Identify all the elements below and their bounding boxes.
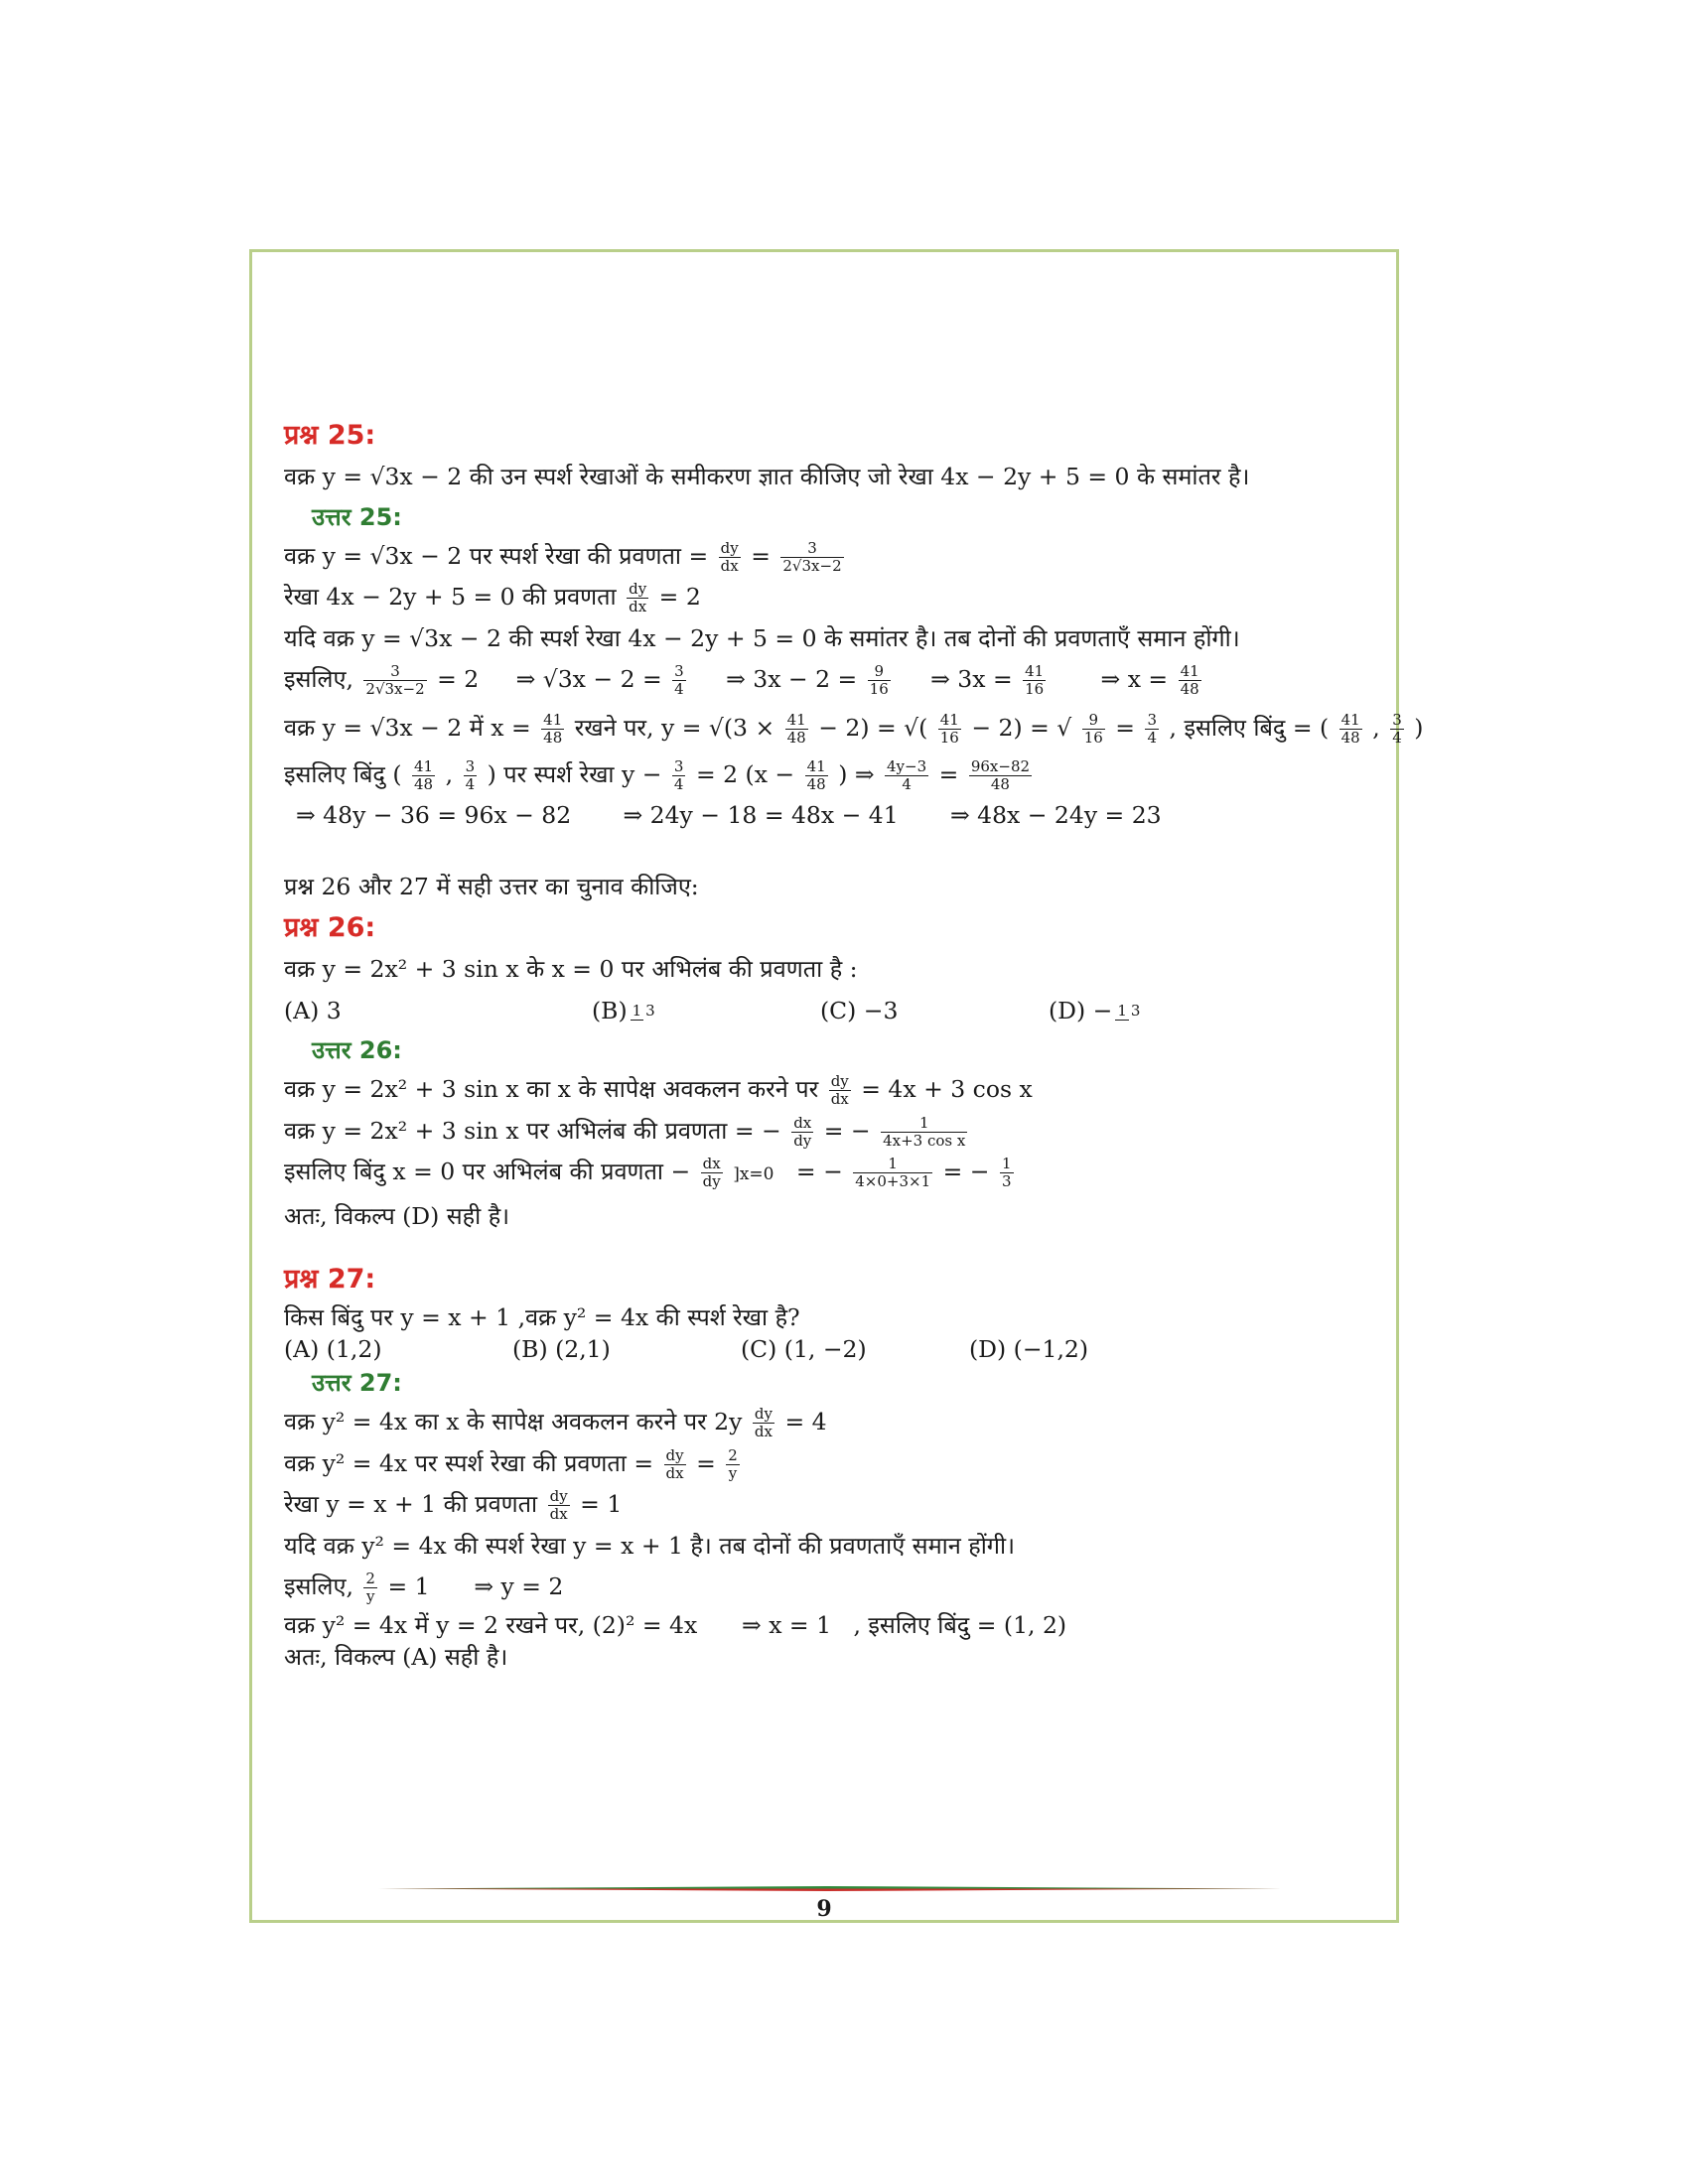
text-span: = bbox=[938, 759, 959, 788]
text-span: ⇒ √3x − 2 = bbox=[515, 665, 662, 693]
text-span: − 2) = √ bbox=[971, 713, 1072, 742]
option-b bbox=[592, 991, 820, 1032]
denominator: y bbox=[728, 1463, 738, 1482]
numerator: 1 bbox=[1117, 1002, 1127, 1020]
numerator: 1 bbox=[632, 1002, 642, 1020]
numerator: 1 bbox=[1001, 1155, 1012, 1172]
denominator: 16 bbox=[1025, 680, 1045, 698]
denominator: dx bbox=[549, 1505, 568, 1523]
fraction bbox=[938, 712, 961, 747]
text-span: इसलिए बिंदु ( bbox=[284, 759, 402, 788]
answer-26-line-3 bbox=[284, 1152, 1376, 1196]
fraction bbox=[631, 1003, 657, 1021]
denominator: dx bbox=[629, 598, 647, 615]
text-span: ⇒ 3x − 2 = bbox=[726, 665, 858, 693]
fraction bbox=[548, 1488, 570, 1523]
numerator: dy bbox=[549, 1487, 568, 1505]
page-content bbox=[284, 415, 1424, 1672]
text-span: वक्र y = 2x² + 3 sin x का x के सापेक्ष अवकलन करने पर bbox=[284, 1075, 819, 1103]
fraction bbox=[885, 758, 928, 793]
fraction bbox=[1390, 712, 1404, 747]
text-span: वक्र y² = 4x पर स्पर्श रेखा की प्रवणता = bbox=[284, 1448, 654, 1477]
text-span: वक्र y = √3x − 2 में x = bbox=[284, 713, 531, 742]
numerator: 3 bbox=[780, 540, 843, 558]
denominator: 16 bbox=[939, 728, 959, 747]
denominator: dy bbox=[793, 1131, 812, 1150]
numerator: 1 bbox=[853, 1156, 932, 1173]
denominator: 4 bbox=[465, 774, 476, 793]
denominator: y bbox=[365, 1587, 375, 1605]
question-27-text: किस बिंदु पर y = x + 1 ,वक्र y² = 4x की स्पर्श रेखा है? bbox=[284, 1303, 800, 1331]
denominator: 48 bbox=[543, 728, 563, 747]
option-d bbox=[1049, 991, 1145, 1032]
denominator: 2√3x−2 bbox=[365, 680, 425, 698]
spacer bbox=[284, 837, 1376, 859]
answer-26-conclusion: अतः, विकल्प (D) सही है। bbox=[284, 1201, 510, 1230]
denominator: dx bbox=[720, 556, 739, 575]
numerator: dy bbox=[754, 1405, 773, 1423]
fraction bbox=[868, 663, 891, 698]
numerator: 2 bbox=[728, 1445, 738, 1464]
text-span: ) bbox=[1414, 713, 1424, 742]
fraction bbox=[1339, 712, 1362, 747]
text-span: = 2 bbox=[658, 583, 701, 611]
spacer bbox=[284, 1237, 1376, 1259]
fraction bbox=[829, 1073, 851, 1108]
text-span: = − bbox=[823, 1116, 871, 1145]
denominator: dx bbox=[754, 1423, 773, 1440]
numerator: 41 bbox=[543, 710, 563, 729]
text-span: वक्र y = 2x² + 3 sin x पर अभिलंब की प्रवणता = − bbox=[284, 1116, 781, 1145]
numerator: dy bbox=[629, 580, 647, 598]
answer-25-line-5 bbox=[284, 701, 1424, 754]
question-26-options bbox=[284, 991, 1376, 1032]
fraction bbox=[719, 540, 741, 575]
numerator: 3 bbox=[1147, 710, 1158, 729]
answer-25-line-2 bbox=[284, 577, 1376, 618]
text-span: = − bbox=[942, 1158, 990, 1185]
denominator: 3 bbox=[1001, 1172, 1012, 1190]
fraction bbox=[541, 712, 564, 747]
denominator: 48 bbox=[990, 774, 1010, 793]
fraction bbox=[701, 1156, 723, 1190]
answer-25-heading: उत्तर 25: bbox=[312, 502, 402, 531]
fraction bbox=[672, 663, 686, 698]
denominator: 4 bbox=[1147, 728, 1158, 747]
question-26-heading: प्रश्न 26: bbox=[284, 912, 376, 943]
fraction bbox=[464, 758, 478, 793]
numerator: 9 bbox=[868, 663, 891, 681]
text-span: वक्र y = √3x − 2 पर स्पर्श रेखा की प्रवणता = bbox=[284, 541, 709, 570]
numerator: 3 bbox=[673, 756, 684, 775]
fraction bbox=[1115, 1003, 1142, 1021]
numerator: 96x−82 bbox=[970, 756, 1031, 775]
text-span: − 2) = √( bbox=[818, 713, 928, 742]
text-span: , bbox=[1372, 713, 1380, 742]
question-27-heading: प्रश्न 27: bbox=[284, 1264, 376, 1295]
text-span: (D) − bbox=[1049, 996, 1113, 1024]
text-span: रखने पर, y = √(3 × bbox=[574, 713, 775, 742]
text-span: इसलिए बिंदु x = 0 पर अभिलंब की प्रवणता − bbox=[284, 1158, 691, 1185]
answer-27-line-6: वक्र y² = 4x में y = 2 रखने पर, (2)² = 4x ⇒ x = 1 , इसलिए बिंदु = (1, 2) bbox=[284, 1610, 1067, 1639]
fraction bbox=[753, 1406, 774, 1440]
fraction bbox=[627, 581, 648, 615]
fraction bbox=[1082, 712, 1105, 747]
numerator: dy bbox=[830, 1072, 849, 1090]
numerator: 41 bbox=[786, 710, 806, 729]
numerator: 3 bbox=[674, 662, 684, 680]
answer-27-line-4: यदि वक्र y² = 4x की स्पर्श रेखा y = x + 1 है। तब दोनों की प्रवणताएँ समान होंगी। bbox=[284, 1531, 1016, 1560]
answer-27-line-2 bbox=[284, 1443, 1376, 1485]
fraction bbox=[805, 758, 828, 793]
numerator: dx bbox=[701, 1156, 723, 1173]
fraction bbox=[672, 758, 686, 793]
answer-27-heading: उत्तर 27: bbox=[312, 1369, 402, 1397]
fraction bbox=[1000, 1156, 1014, 1190]
answer-26-line-2 bbox=[284, 1111, 1376, 1153]
text-span: ⇒ x = bbox=[1100, 665, 1169, 693]
answer-25-line-1 bbox=[284, 536, 1376, 578]
fraction bbox=[969, 758, 1032, 793]
text-span: = 4x + 3 cos x bbox=[861, 1075, 1033, 1103]
question-25-text: वक्र y = √3x − 2 की उन स्पर्श रेखाओं के समीकरण ज्ञात कीजिए जो रेखा 4x − 2y + 5 = 0 के समांतर है। bbox=[284, 463, 1250, 490]
numerator: 41 bbox=[1025, 662, 1045, 680]
denominator: 48 bbox=[1180, 680, 1199, 698]
text-span: , इसलिए बिंदु = ( bbox=[1169, 713, 1330, 742]
denominator: 4 bbox=[1392, 728, 1402, 747]
answer-27-conclusion: अतः, विकल्प (A) सही है। bbox=[284, 1642, 508, 1671]
text-span: = 1 bbox=[580, 1490, 623, 1518]
denominator: 48 bbox=[1340, 728, 1360, 747]
text-span: , bbox=[445, 759, 454, 788]
option-a: (A) 3 bbox=[284, 996, 342, 1024]
text-span: वक्र y² = 4x का x के सापेक्ष अवकलन करने पर 2y bbox=[284, 1408, 743, 1435]
fraction bbox=[853, 1156, 932, 1190]
fraction bbox=[363, 663, 426, 698]
text-span: (B) bbox=[592, 996, 628, 1024]
page-number: 9 bbox=[816, 1896, 832, 1922]
answer-26-line-1 bbox=[284, 1069, 1376, 1111]
text-span: इसलिए, bbox=[284, 665, 353, 693]
numerator: 3 bbox=[363, 663, 426, 681]
numerator: 41 bbox=[1180, 662, 1199, 680]
numerator: 41 bbox=[1340, 710, 1360, 729]
numerator: 4y−3 bbox=[887, 756, 927, 775]
denominator: 4×0+3×1 bbox=[855, 1172, 931, 1190]
numerator: 41 bbox=[806, 756, 826, 775]
numerator: 2 bbox=[365, 1570, 375, 1587]
denominator: 4x+3 cos x bbox=[883, 1131, 966, 1150]
answer-25-line-6 bbox=[284, 754, 1376, 796]
denominator: 4 bbox=[673, 774, 684, 793]
question-26-text: वक्र y = 2x² + 3 sin x के x = 0 पर अभिलंब की प्रवणता है : bbox=[284, 955, 858, 983]
numerator: dy bbox=[720, 538, 739, 557]
option-a: (A) (1,2) bbox=[284, 1335, 382, 1363]
text-span: = 1 ⇒ y = 2 bbox=[387, 1572, 564, 1600]
numerator: 3 bbox=[465, 756, 476, 775]
denominator: 16 bbox=[1083, 728, 1103, 747]
answer-27-line-5 bbox=[284, 1567, 1376, 1608]
text-span: = − bbox=[795, 1158, 843, 1185]
numerator: 9 bbox=[1082, 712, 1105, 730]
numerator: 3 bbox=[1392, 710, 1402, 729]
text-span: इसलिए, bbox=[284, 1572, 353, 1600]
denominator: dx bbox=[830, 1090, 849, 1108]
text-span: रेखा y = x + 1 की प्रवणता bbox=[284, 1490, 538, 1518]
text-span: ) पर स्पर्श रेखा y − bbox=[487, 759, 662, 788]
denominator: 16 bbox=[869, 680, 889, 698]
text-span: = bbox=[751, 541, 771, 570]
fraction bbox=[664, 1447, 686, 1482]
answer-25-line-7: ⇒ 48y − 36 = 96x − 82 ⇒ 24y − 18 = 48x − 41 ⇒ 48x − 24y = 23 bbox=[296, 801, 1162, 829]
text-span: = 4 bbox=[784, 1408, 827, 1435]
text-span: ]x=0 bbox=[733, 1164, 774, 1184]
text-span: = bbox=[696, 1448, 716, 1477]
denominator: 2√3x−2 bbox=[782, 556, 842, 575]
question-27-options bbox=[284, 1334, 1376, 1364]
answer-25-line-3: यदि वक्र y = √3x − 2 की स्पर्श रेखा 4x − 2y + 5 = 0 के समांतर है। तब दोनों की प्रवणताएँ समान होंगी। bbox=[284, 623, 1240, 652]
fraction bbox=[1023, 663, 1046, 698]
question-25-heading: प्रश्न 25: bbox=[284, 420, 376, 451]
text-span: रेखा 4x − 2y + 5 = 0 की प्रवणता bbox=[284, 583, 617, 611]
denominator: dy bbox=[702, 1172, 721, 1190]
instruction-text: प्रश्न 26 और 27 में सही उत्तर का चुनाव कीजिए: bbox=[284, 872, 699, 900]
denominator: 4 bbox=[902, 774, 912, 793]
numerator: 41 bbox=[414, 756, 434, 775]
fraction bbox=[881, 1115, 967, 1150]
denominator: 48 bbox=[806, 774, 826, 793]
numerator: dx bbox=[791, 1115, 813, 1133]
fraction bbox=[363, 1570, 377, 1605]
fraction bbox=[1179, 663, 1201, 698]
numerator: 1 bbox=[881, 1115, 967, 1133]
option-c: (C) −3 bbox=[820, 996, 899, 1024]
denominator: dx bbox=[665, 1463, 684, 1482]
text-span: ) ⇒ bbox=[838, 759, 875, 788]
fraction bbox=[780, 540, 843, 575]
option-c: (C) (1, −2) bbox=[741, 1335, 867, 1363]
answer-27-line-1 bbox=[284, 1402, 1376, 1443]
fraction bbox=[412, 758, 435, 793]
denominator: 4 bbox=[674, 680, 684, 698]
fraction bbox=[785, 712, 808, 747]
text-span: ⇒ 3x = bbox=[930, 665, 1013, 693]
fraction bbox=[791, 1115, 813, 1150]
answer-27-line-3 bbox=[284, 1484, 1376, 1526]
numerator: dy bbox=[665, 1445, 684, 1464]
denominator: 3 bbox=[645, 1002, 655, 1020]
answer-25-line-4 bbox=[284, 659, 1376, 701]
option-b: (B) (2,1) bbox=[512, 1335, 611, 1363]
fraction bbox=[1145, 712, 1159, 747]
answer-26-heading: उत्तर 26: bbox=[312, 1036, 402, 1064]
denominator: 48 bbox=[414, 774, 434, 793]
text-span: = bbox=[1115, 713, 1135, 742]
numerator: 41 bbox=[939, 710, 959, 729]
denominator: 3 bbox=[1130, 1002, 1141, 1020]
text-span: = 2 bbox=[437, 665, 480, 693]
text-span: = 2 (x − bbox=[695, 759, 795, 788]
denominator: 48 bbox=[786, 728, 806, 747]
fraction bbox=[726, 1447, 740, 1482]
option-d: (D) (−1,2) bbox=[969, 1335, 1089, 1363]
